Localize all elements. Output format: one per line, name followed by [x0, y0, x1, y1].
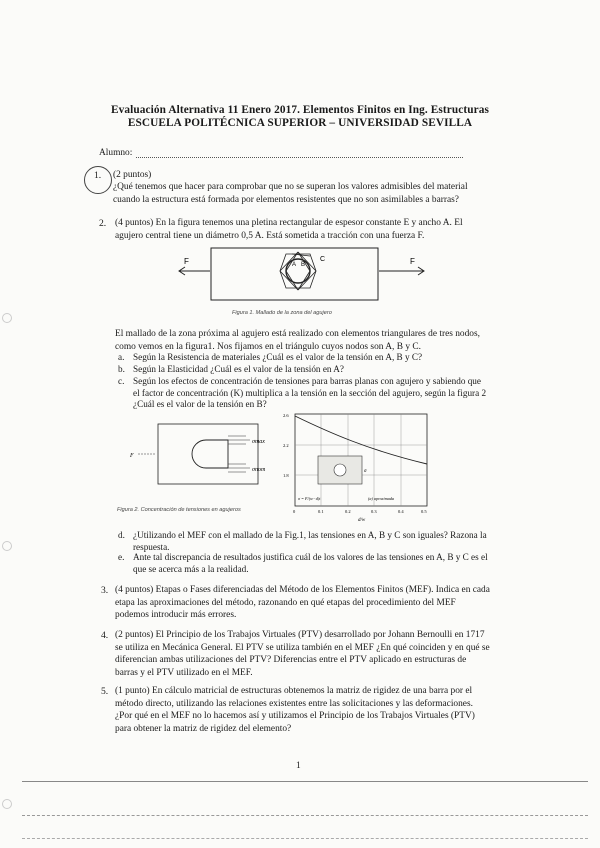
item-c-text: Según los efectos de concentración de tensiones para barras planas con agujero y sabiendo que el factor de concentración (K) multiplica a la tensión en la sección del agujero, según la figura 2 ¿Cuál es el valor de la tensión en B?: [133, 376, 487, 410]
scan-line: [22, 781, 588, 782]
question-1-text: ¿Qué tenemos que hacer para comprobar que no se superan los valores admisibles del material cuando la estructura está formada por elementos resistentes que no son asimilables a barras?: [113, 182, 468, 205]
x-axis-label: d/w: [358, 518, 366, 522]
figure-2-chart: [278, 410, 438, 522]
node-b-label: B: [301, 262, 306, 268]
item-d-label: d.: [118, 530, 125, 540]
question-1-number: 1.: [94, 170, 102, 181]
figure-1-plate-mesh: [170, 246, 445, 306]
header-subtitle: ESCUELA POLITÉCNICA SUPERIOR – UNIVERSIDAD SEVILLA: [127, 117, 473, 129]
item-c-label: c.: [118, 376, 125, 386]
question-4-number: 4.: [101, 630, 109, 641]
fig2-force-label: F: [130, 453, 134, 459]
question-5-text: (1 punto) En cálculo matricial de estructuras obtenemos la matriz de rigidez de una barra por el método directo, utilizando las relaciones existentes entre las solicitaciones y las deformaciones. ¿Por qué en el MEF no lo hacemos así y utilizamos el Principio de los Trabajos Virtuales (PTV) para obtener la matriz de rigidez del elemento?: [115, 686, 475, 734]
question-5-number: 5.: [101, 686, 109, 697]
node-a-label: A: [292, 262, 297, 268]
x-tick-4: 0.4: [398, 509, 404, 514]
item-d-text: ¿Utilizando el MEF con el mallado de la Fig.1, las tensiones en A, B y C son iguales? Razona la respuesta.: [133, 530, 487, 552]
question-3-text: (4 puntos) Etapas o Fases diferenciadas del Método de los Elementos Finitos (MEF). Indica en cada etapa las aproximaciones del método, razonando en qué etapas del procedimiento del MEF podemos introducir más errores.: [115, 585, 490, 621]
item-a-text: Según la Resistencia de materiales ¿Cuál es el valor de la tensión en A, B y C?: [133, 352, 423, 362]
x-tick-1: 0.1: [318, 509, 324, 514]
x-tick-2: 0.2: [345, 509, 351, 514]
item-b-label: b.: [118, 364, 125, 374]
figure-2-caption: Figura 2. Concentración de tensiones en agujeros: [117, 507, 241, 513]
student-name-line: [136, 157, 463, 158]
student-label: Alumno:: [99, 148, 133, 158]
page-number: 1: [296, 761, 301, 771]
punch-hole: [2, 799, 12, 809]
chart-note: (a) aproximada: [368, 496, 395, 501]
sigma-symbol: σ: [364, 469, 367, 474]
y-tick-3: 1.8: [283, 473, 289, 478]
x-tick-5: 0.5: [421, 509, 427, 514]
question-2-mesh-text: El mallado de la zona próxima al agujero está realizado con elementos triangulares de tres nodos, como vemos en la figura1. Nos fijamos en el triángulo cuyos nodos son A, B y C.: [115, 329, 480, 352]
sigma-nom-label: σnom: [252, 467, 266, 473]
question-3-number: 3.: [101, 585, 109, 596]
figure-1-caption: Figura 1. Mallado de la zona del agujero: [232, 310, 332, 316]
force-left-label: F: [184, 257, 189, 266]
question-4-text: (2 puntos) El Principio de los Trabajos Virtuales (PTV) desarrollado por Johann Bernoulli en 1717 se utiliza en Mecánica General. El PTV se utiliza también en el MEF ¿En qué coinciden y en qué se diferencian ambas utilizaciones del PTV? Diferencias entre el PTV aplicado en estructuras de barras y el PTV utilizado en el MEF.: [115, 630, 490, 678]
item-e-label: e.: [118, 552, 125, 562]
chart-formula: σ = F/(w−d)t: [298, 496, 321, 501]
item-e-text: Ante tal discrepancia de resultados justifica cuál de los valores de las tensiones en A, B y C es el que se acerca más a la realidad.: [133, 552, 488, 574]
question-2-number: 2.: [99, 218, 107, 229]
figure-2-hole-sketch: [128, 416, 290, 500]
y-tick-2: 2.2: [283, 443, 289, 448]
node-c-label: C: [320, 256, 326, 263]
punch-hole: [2, 541, 12, 551]
y-tick-1: 2.6: [283, 413, 289, 418]
scan-line: [22, 815, 588, 816]
x-tick-3: 0.3: [371, 509, 377, 514]
force-right-label: F: [410, 257, 415, 266]
header-title: Evaluación Alternativa 11 Enero 2017. Elementos Finitos en Ing. Estructuras: [111, 104, 489, 116]
question-1-points: (2 puntos): [113, 170, 152, 180]
item-b-text: Según la Elasticidad ¿Cuál es el valor de la tensión en A?: [133, 364, 344, 374]
scan-line: [22, 838, 588, 839]
punch-hole: [2, 313, 12, 323]
item-a-label: a.: [118, 352, 125, 362]
question-2-intro: (4 puntos) En la figura tenemos una pletina rectangular de espesor constante E y ancho A. El agujero central tiene un diámetro 0,5 A. Está sometida a tracción con una fuerza F.: [115, 218, 463, 241]
x-tick-0: 0: [293, 509, 296, 514]
sigma-max-label: σmax: [252, 439, 265, 445]
